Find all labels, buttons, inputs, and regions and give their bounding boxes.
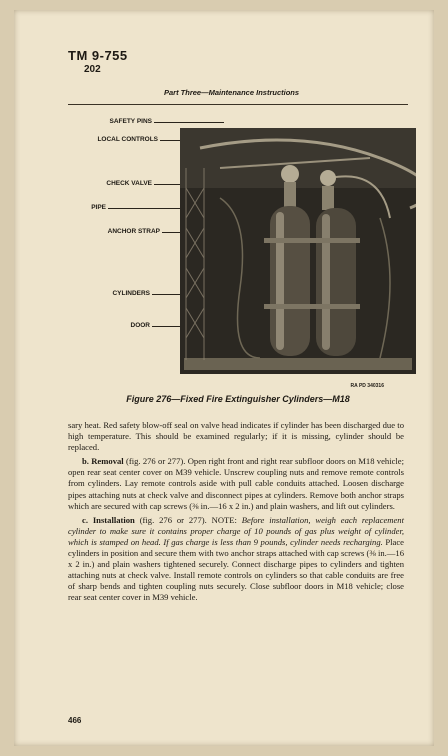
callout-check-valve: CHECK VALVE [106, 180, 152, 187]
callout-door: DOOR [130, 322, 150, 329]
installation-heading: c. Installation [82, 514, 135, 525]
callout-pipe: PIPE [91, 204, 106, 211]
header-rule [68, 104, 408, 105]
callout-cylinders: CYLINDERS [112, 290, 150, 297]
figure-caption: Figure 276—Fixed Fire Extinguisher Cylinders—M18 [126, 394, 350, 404]
ra-code: RA PD 340316 [350, 383, 384, 389]
folio-number: 466 [68, 716, 82, 725]
manual-page [14, 10, 434, 746]
callout-anchor-strap: ANCHOR STRAP [107, 228, 160, 235]
removal-paragraph [68, 456, 404, 511]
body-text [68, 420, 404, 607]
callout-safety-pins: SAFETY PINS [109, 118, 152, 125]
installation-ref: (fig. 276 or 277). NOTE: [134, 514, 242, 525]
installation-text: Place cylinders in position and secure them with two anchor straps attached with cap screws (⅜ in.—16 x 2 in.) and plain washers tightened securely. Connect discharge pipes to cylinders and tighten attaching nuts at check valve. Install remote controls on cylinders so that cable conduits are free of sharp bends and tighten coupling nuts securely. Close subfloor doors in M18 vehicle; close rear seat center cover in M39 vehicle. [68, 536, 404, 603]
intro-paragraph: sary heat. Red safety blow-off seal on valve head indicates if cylinder has been discharged due to high temperature. This should be examined regularly; if it is missing, cylinder should be replaced. [68, 420, 404, 453]
installation-note: Before installation, weigh each replacement cylinder to make sure it contains proper charge of 10 pounds of gas plus weight of cylinder, which is stamped on head. If gas charge is less than 9 pounds, cylinder needs recharging. [68, 514, 404, 547]
fire-extinguisher-photo [180, 128, 416, 374]
page-number: 202 [84, 64, 101, 75]
callout-local-controls: LOCAL CONTROLS [97, 136, 158, 143]
removal-heading: b. Removal [82, 456, 124, 467]
leader-line [154, 122, 224, 123]
removal-text: (fig. 276 or 277). Open right front and right rear subfloor doors on M18 vehicle; open rear seat center cover on M39 vehicle. Unscrew coupling nuts and remove remote controls from cylinders. Lay remote controls aside with pull cable conduits attached. Loosen discharge pipes attaching nuts at check valve and disconnect pipes at cylinders. Remove both anchor straps which are secured with cap screws (⅜ in.—16 x 2 in.) and plain washers, and lift out cylinders. [68, 456, 404, 511]
manual-number: TM 9-755 [68, 48, 128, 63]
installation-paragraph [68, 515, 404, 604]
part-title: Part Three—Maintenance Instructions [164, 88, 300, 97]
